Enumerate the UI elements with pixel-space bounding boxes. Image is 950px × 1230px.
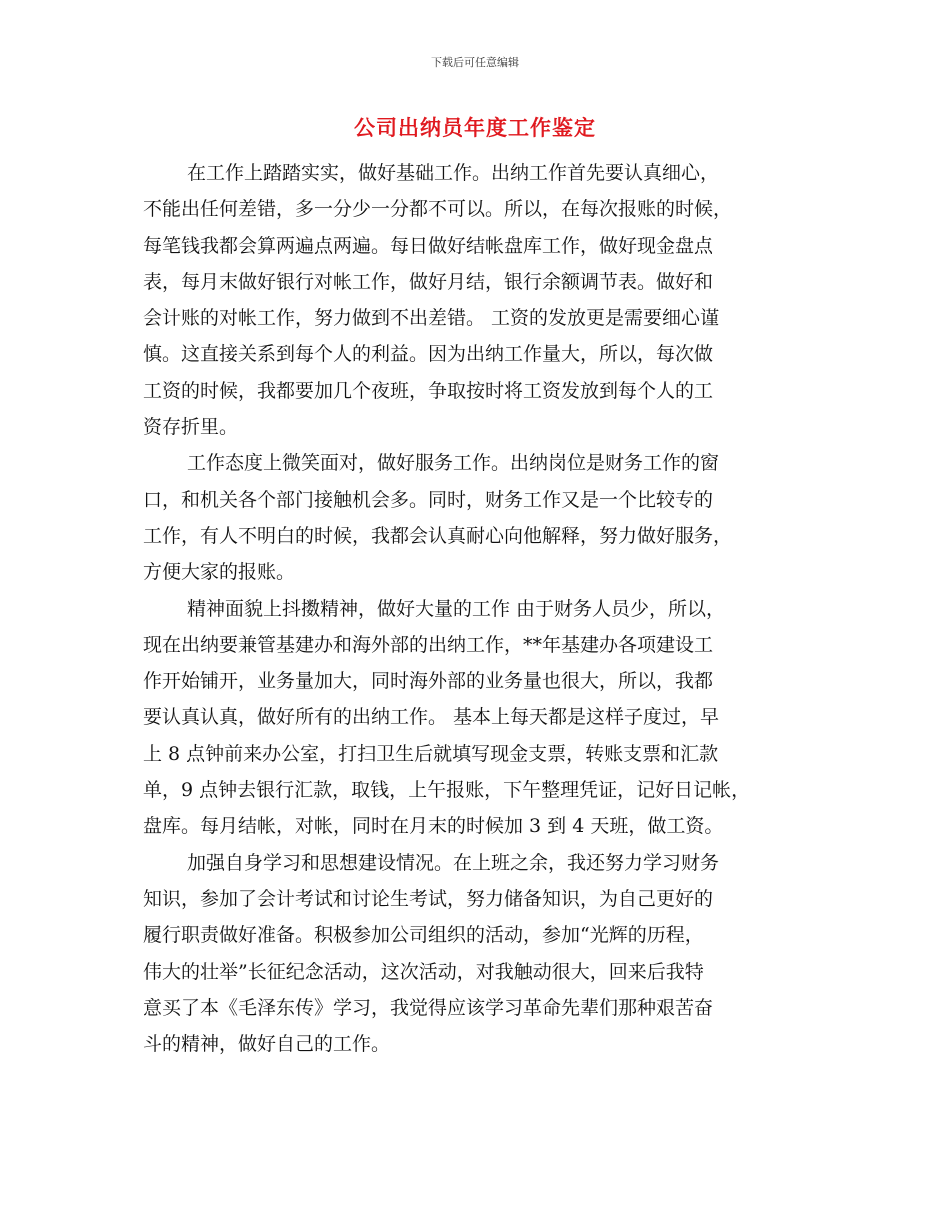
document-body [143, 155, 815, 1062]
paragraph-1 [143, 155, 815, 445]
paragraph-line: 在工作上踏踏实实，做好基础工作。出纳工作首先要认真细心， [187, 162, 720, 184]
paragraph-4 [143, 845, 815, 1063]
paragraph-line: 履行职责做好准备。积极参加公司组织的活动，参加“光辉的历程， [143, 924, 704, 947]
paragraph-2 [143, 445, 815, 590]
paragraph-line: 口，和机关各个部门接触机会多。同时，财务工作又是一个比较专的 [143, 488, 714, 511]
paragraph-line: 意买了本《毛泽东传》学习，我觉得应该学习革命先辈们那种艰苦奋 [143, 996, 714, 1019]
paragraph-line: 加强自身学习和思想建设情况。在上班之余，我还努力学习财务 [187, 851, 720, 874]
paragraph-line: 方便大家的报账。 [143, 561, 296, 584]
paragraph-line: 精神面貌上抖擞精神，做好大量的工作 由于财务人员少，所以， [187, 597, 726, 620]
document-title: 公司出纳员年度工作鉴定 [354, 116, 596, 140]
paragraph-line: 现在出纳要兼管基建办和海外部的出纳工作，**年基建办各项建设工 [143, 633, 714, 656]
paragraph-line: 作开始铺开，业务量加大，同时海外部的业务量也很大，所以，我都 [143, 670, 714, 693]
paragraph-line: 上 8 点钟前来办公室，打扫卫生后就填写现金支票，转账支票和汇款 [143, 742, 719, 765]
paragraph-line: 工资的时候，我都要加几个夜班，争取按时将工资发放到每个人的工 [143, 379, 714, 402]
paragraph-line: 要认真认真，做好所有的出纳工作。 基本上每天都是这样子度过，早 [143, 706, 720, 729]
paragraph-line: 慎。这直接关系到每个人的利益。因为出纳工作量大，所以，每次做 [143, 343, 714, 366]
paragraph-line: 盘库。每月结帐，对帐，同时在月末的时候加 3 到 4 天班，做工资。 [143, 815, 724, 838]
paragraph-line: 工作态度上微笑面对，做好服务工作。出纳岗位是财务工作的窗 [187, 452, 720, 475]
paragraph-3 [143, 591, 815, 845]
paragraph-line: 会计账的对帐工作，努力做到不出差错。 工资的发放更是需要细心谨 [143, 307, 720, 330]
paragraph-line: 每笔钱我都会算两遍点两遍。每日做好结帐盘库工作，做好现金盘点 [143, 234, 714, 257]
paragraph-line: 表，每月末做好银行对帐工作，做好月结，银行余额调节表。做好和 [143, 270, 714, 293]
paragraph-line: 斗的精神，做好自己的工作。 [143, 1033, 391, 1056]
header-note: 下载后可任意编辑 [431, 56, 519, 69]
paragraph-line: 工作，有人不明白的时候，我都会认真耐心向他解释，努力做好服务， [143, 524, 733, 547]
paragraph-line: 伟大的壮举”长征纪念活动，这次活动，对我触动很大，回来后我特 [143, 960, 704, 983]
paragraph-line: 不能出任何差错，多一分少一分都不可以。所以，在每次报账的时候， [143, 198, 733, 221]
paragraph-line: 资存折里。 [143, 416, 239, 439]
paragraph-line: 单，9 点钟去银行汇款，取钱，上午报账，下午整理凭证，记好日记帐， [143, 779, 751, 802]
paragraph-line: 知识，参加了会计考试和讨论生考试，努力储备知识，为自己更好的 [143, 887, 714, 910]
